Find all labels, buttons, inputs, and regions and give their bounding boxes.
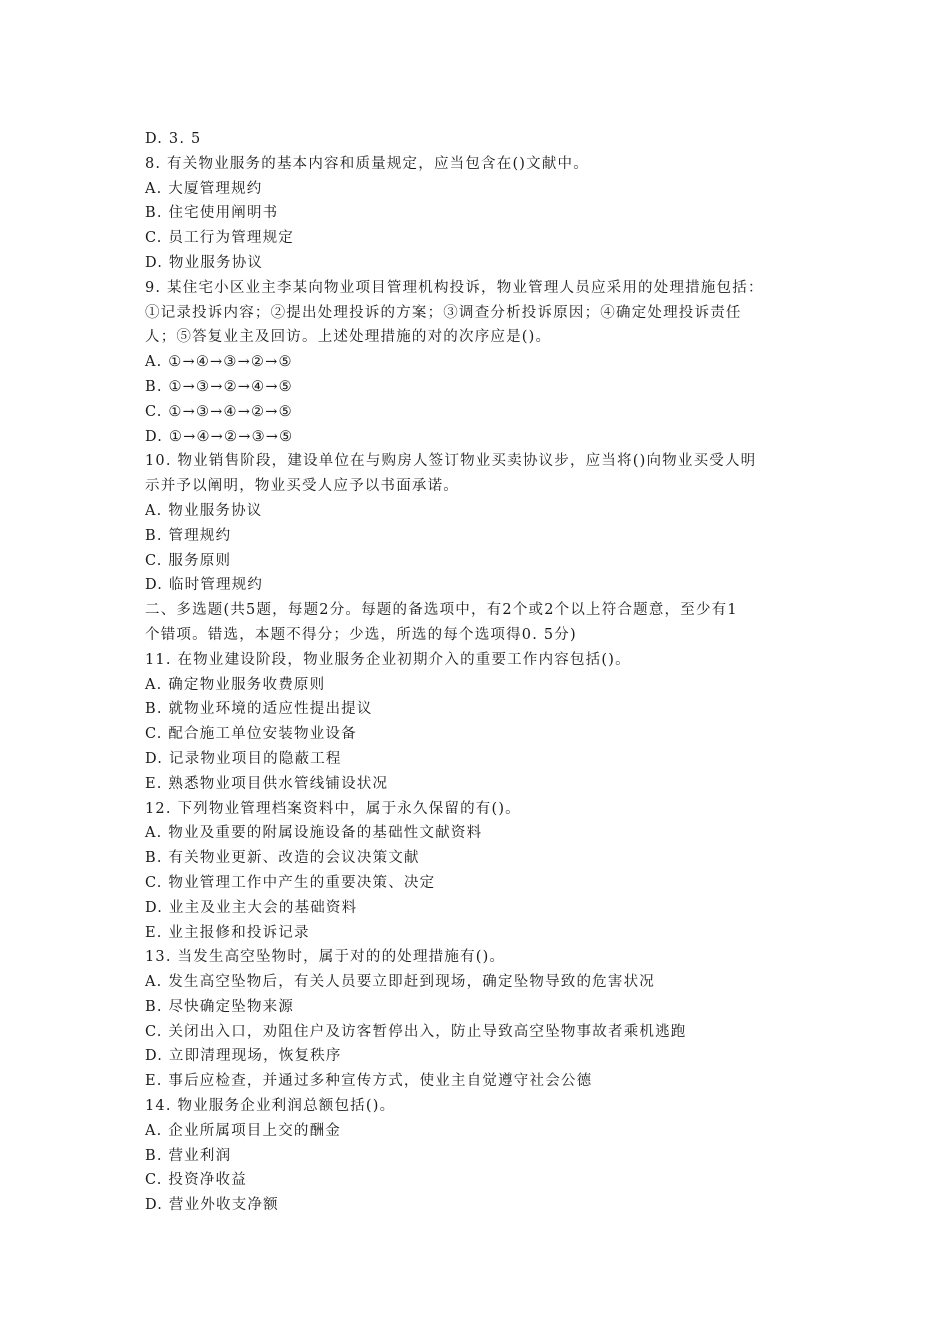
text-line: 人；⑤答复业主及回访。上述处理措施的对的次序应是()。 [145, 329, 552, 346]
option-line: B. ①→③→②→④→⑤ [145, 378, 293, 395]
option-line: A. 企业所属项目上交的酬金 [145, 1122, 341, 1139]
option-line: B. 管理规约 [145, 527, 232, 544]
option-line: A. 发生高空坠物后，有关人员要立即赶到现场，确定坠物导致的危害状况 [145, 974, 655, 991]
question-10: 10. 物业销售阶段，建设单位在与购房人签订物业买卖协议步，应当将()向物业买受人明 [145, 453, 757, 470]
option-line: D. 营业外收支净额 [145, 1197, 279, 1214]
option-line: C. 员工行为管理规定 [145, 230, 294, 247]
question-12: 12. 下列物业管理档案资料中，属于永久保留的有()。 [145, 800, 521, 817]
option-line: C. ①→③→④→②→⑤ [145, 403, 293, 420]
option-line: D. 物业服务协议 [145, 254, 264, 271]
option-line: B. 有关物业更新、改造的会议决策文献 [145, 850, 420, 867]
question-8: 8. 有关物业服务的基本内容和质量规定，应当包含在()文献中。 [145, 155, 589, 172]
option-line: A. ①→④→③→②→⑤ [145, 354, 293, 371]
option-line: C. 配合施工单位安装物业设备 [145, 726, 357, 743]
question-11: 11. 在物业建设阶段，物业服务企业初期介入的重要工作内容包括()。 [145, 651, 631, 668]
option-line: B. 住宅使用阐明书 [145, 205, 279, 222]
text-line: 个错项。错选，本题不得分；少选，所选的每个选项得0. 5分) [145, 626, 577, 643]
option-line: D. ①→④→②→③→⑤ [145, 428, 294, 445]
option-line: C. 服务原则 [145, 552, 232, 569]
option-line: B. 尽快确定坠物来源 [145, 998, 295, 1015]
option-line: C. 物业管理工作中产生的重要决策、决定 [145, 874, 436, 891]
option-line: E. 业主报修和投诉记录 [145, 924, 310, 941]
text-line: 示并予以阐明，物业买受人应予以书面承诺。 [145, 478, 459, 495]
option-line: E. 事后应检查，并通过多种宣传方式，使业主自觉遵守社会公德 [145, 1073, 593, 1090]
text-line: ①记录投诉内容；②提出处理投诉的方案；③调查分析投诉原因；④确定处理投诉责任 [145, 304, 742, 321]
option-line: A. 大厦管理规约 [145, 180, 263, 197]
option-line: D. 临时管理规约 [145, 577, 264, 594]
option-line: B. 营业利润 [145, 1147, 232, 1164]
option-line: B. 就物业环境的适应性提出提议 [145, 701, 373, 718]
option-line: D. 业主及业主大会的基础资料 [145, 899, 358, 916]
option-line: A. 物业及重要的附属设施设备的基础性文献资料 [145, 825, 483, 842]
option-line: A. 确定物业服务收费原则 [145, 676, 326, 693]
option-line: D. 记录物业项目的隐蔽工程 [145, 750, 342, 767]
question-9: 9. 某住宅小区业主李某向物业项目管理机构投诉，物业管理人员应采用的处理措施包括： [145, 279, 764, 296]
option-line: C. 关闭出入口，劝阻住户及访客暂停出入，防止导致高空坠物事故者乘机逃跑 [145, 1023, 687, 1040]
document-body [145, 127, 820, 1218]
option-line: C. 投资净收益 [145, 1172, 247, 1189]
question-14: 14. 物业服务企业利润总额包括()。 [145, 1098, 396, 1115]
option-line: D. 立即清理现场，恢复秩序 [145, 1048, 342, 1065]
question-13: 13. 当发生高空坠物时，属于对的的处理措施有()。 [145, 949, 506, 966]
section-heading: 二、多选题(共5题，每题2分。每题的备选项中，有2个或2个以上符合题意，至少有1 [145, 602, 738, 619]
option-line: A. 物业服务协议 [145, 502, 263, 519]
text-line: D. 3. 5 [145, 131, 202, 147]
option-line: E. 熟悉物业项目供水管线铺设状况 [145, 775, 389, 792]
